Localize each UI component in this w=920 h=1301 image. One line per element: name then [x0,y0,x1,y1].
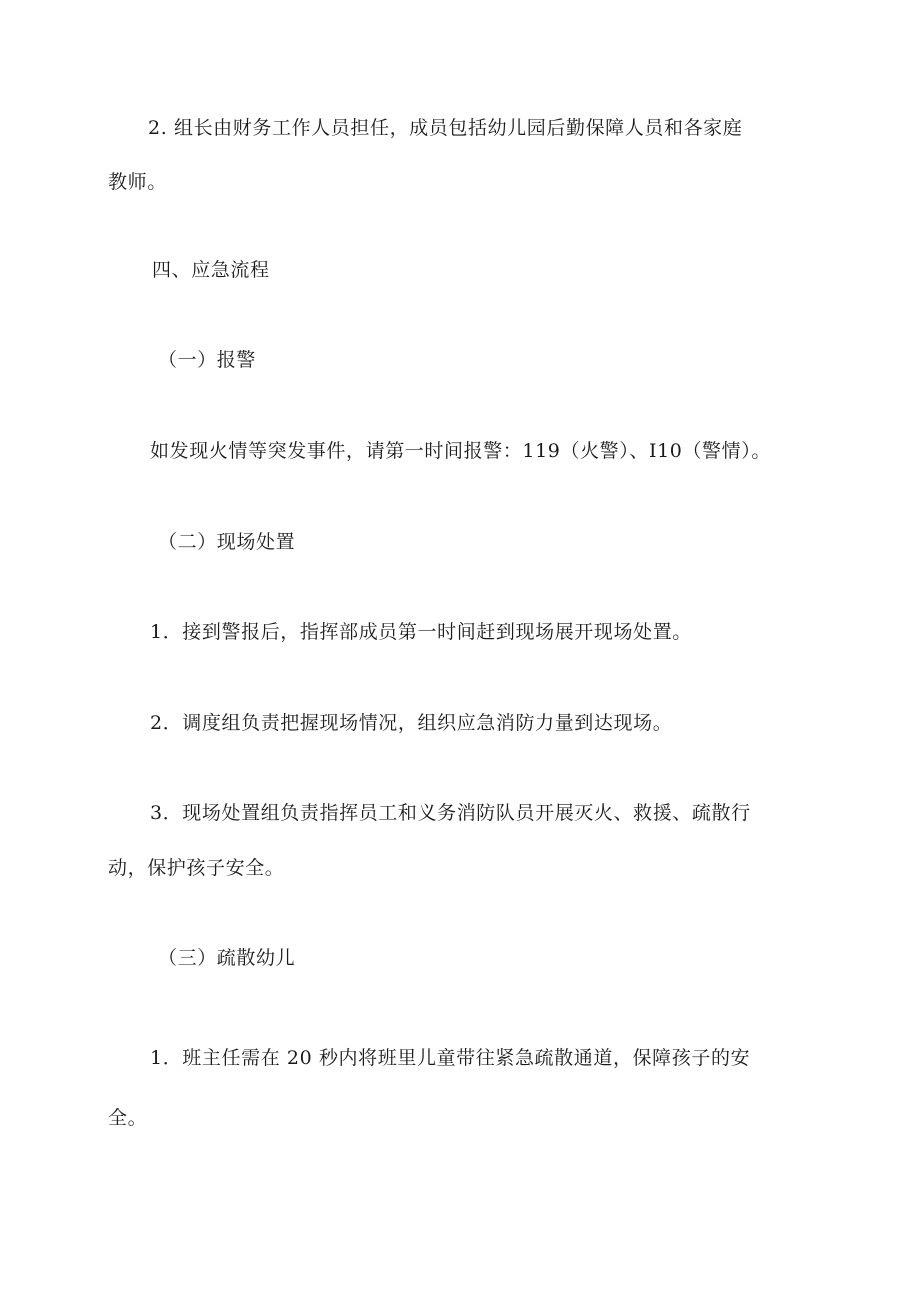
section-4-heading: 四、应急流程 [152,259,270,281]
subsection-3-heading: （三）疏散幼儿 [158,947,296,969]
subsection-3-item-1-line-2: 全。 [108,1107,148,1129]
subsection-2-item-2: 2．调度组负责把握现场情况，组织应急消防力量到达现场。 [150,712,673,734]
subsection-3-item-1-line-1: 1．班主任需在 20 秒内将班里儿童带往紧急疏散通道，保障孩子的安 [150,1047,751,1069]
subsection-2-heading: （二）现场处置 [158,531,296,553]
subsection-1-heading: （一）报警 [158,349,257,371]
team-leader-paragraph-line-2: 教师。 [108,171,167,193]
subsection-2-item-1: 1．接到警报后，指挥部成员第一时间赶到现场展开现场处置。 [150,621,692,643]
team-leader-paragraph-line-1: 2. 组长由财务工作人员担任，成员包括幼儿园后勤保障人员和各家庭 [148,117,743,139]
subsection-2-item-3-line-1: 3．现场处置组负责指挥员工和义务消防队员开展灭火、救援、疏散行 [150,802,751,824]
subsection-1-text: 如发现火情等突发事件，请第一时间报警：119（火警）、I10（警情）。 [150,440,771,462]
subsection-2-item-3-line-2: 动，保护孩子安全。 [108,857,285,879]
